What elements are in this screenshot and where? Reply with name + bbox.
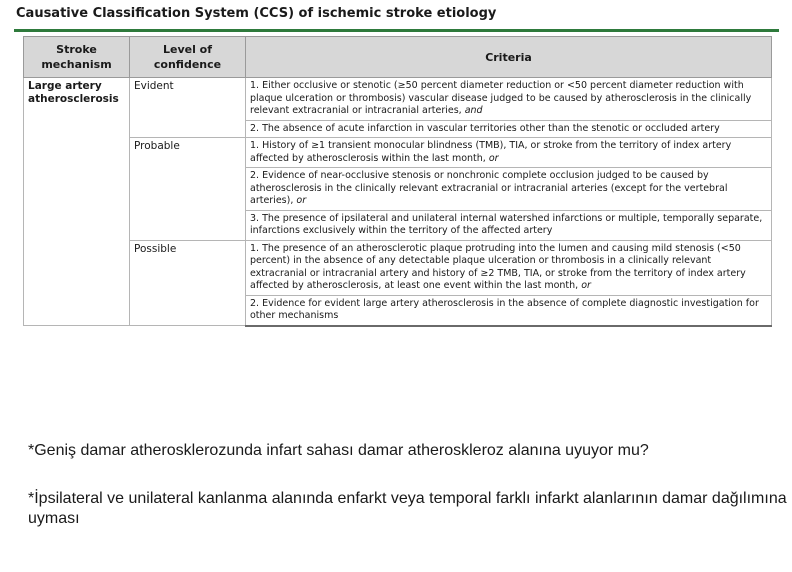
criteria-item: 2. Evidence for evident large artery atherosclerosis in the absence of complete diagnostic investigation for other mechanisms xyxy=(246,295,772,326)
stroke-mechanism-cell: Large artery atherosclerosis xyxy=(24,78,130,326)
table-row xyxy=(24,138,772,168)
title-divider xyxy=(14,29,779,32)
criteria-item: 1. The presence of an atherosclerotic plaque protruding into the lumen and causing mild stenosis (<50 percent) in the absence of any detectable plaque ulceration or thrombosis in a clinically relevant extracranial or intracranial artery and history of ≥2 TMB, TIA, or stroke from the territory of index artery affected by atherosclerosis, at least one event within the last month, or xyxy=(246,240,772,295)
criteria-item: 2. The absence of acute infarction in vascular territories other than the stenotic or occluded artery xyxy=(246,120,772,138)
table-row xyxy=(24,240,772,295)
confidence-probable: Probable xyxy=(130,138,246,241)
ccs-table xyxy=(23,36,772,327)
header-stroke-mechanism: Stroke mechanism xyxy=(24,37,130,78)
note-text: *Geniş damar atherosklerozunda infart sahası damar atheroskleroz alanına uyuyor mu? xyxy=(28,442,649,459)
document-title: Causative Classification System (CCS) of ischemic stroke etiology xyxy=(16,6,497,21)
criteria-item: 2. Evidence of near-occlusive stenosis or nonchronic complete occlusion judged to be caused by atherosclerosis in the clinically relevant extracranial or intracranial arteries (except for the vertebral arteries), or xyxy=(246,168,772,211)
note-text: *İpsilateral ve unilateral kanlanma alanında enfarkt veya temporal farklı infarkt alanlarının damar dağılımına uyması xyxy=(28,490,787,527)
criteria-item: 1. History of ≥1 transient monocular blindness (TMB), TIA, or stroke from the territory of index artery affected by atherosclerosis within the last month, or xyxy=(246,138,772,168)
confidence-possible: Possible xyxy=(130,240,246,326)
criteria-item: 1. Either occlusive or stenotic (≥50 percent diameter reduction or <50 percent diameter reduction with plaque ulceration or thrombosis) vascular disease judged to be caused by atherosclerosis in the clinically relevant extracranial or intracranial arteries, and xyxy=(246,78,772,121)
header-criteria: Criteria xyxy=(246,37,772,78)
table-row xyxy=(24,78,772,121)
table-header-row xyxy=(24,37,772,78)
header-level-of-confidence: Level of confidence xyxy=(130,37,246,78)
criteria-item: 3. The presence of ipsilateral and unilateral internal watershed infarctions or multiple, temporally separate, infarctions exclusively within the territory of the affected artery xyxy=(246,210,772,240)
confidence-evident: Evident xyxy=(130,78,246,138)
